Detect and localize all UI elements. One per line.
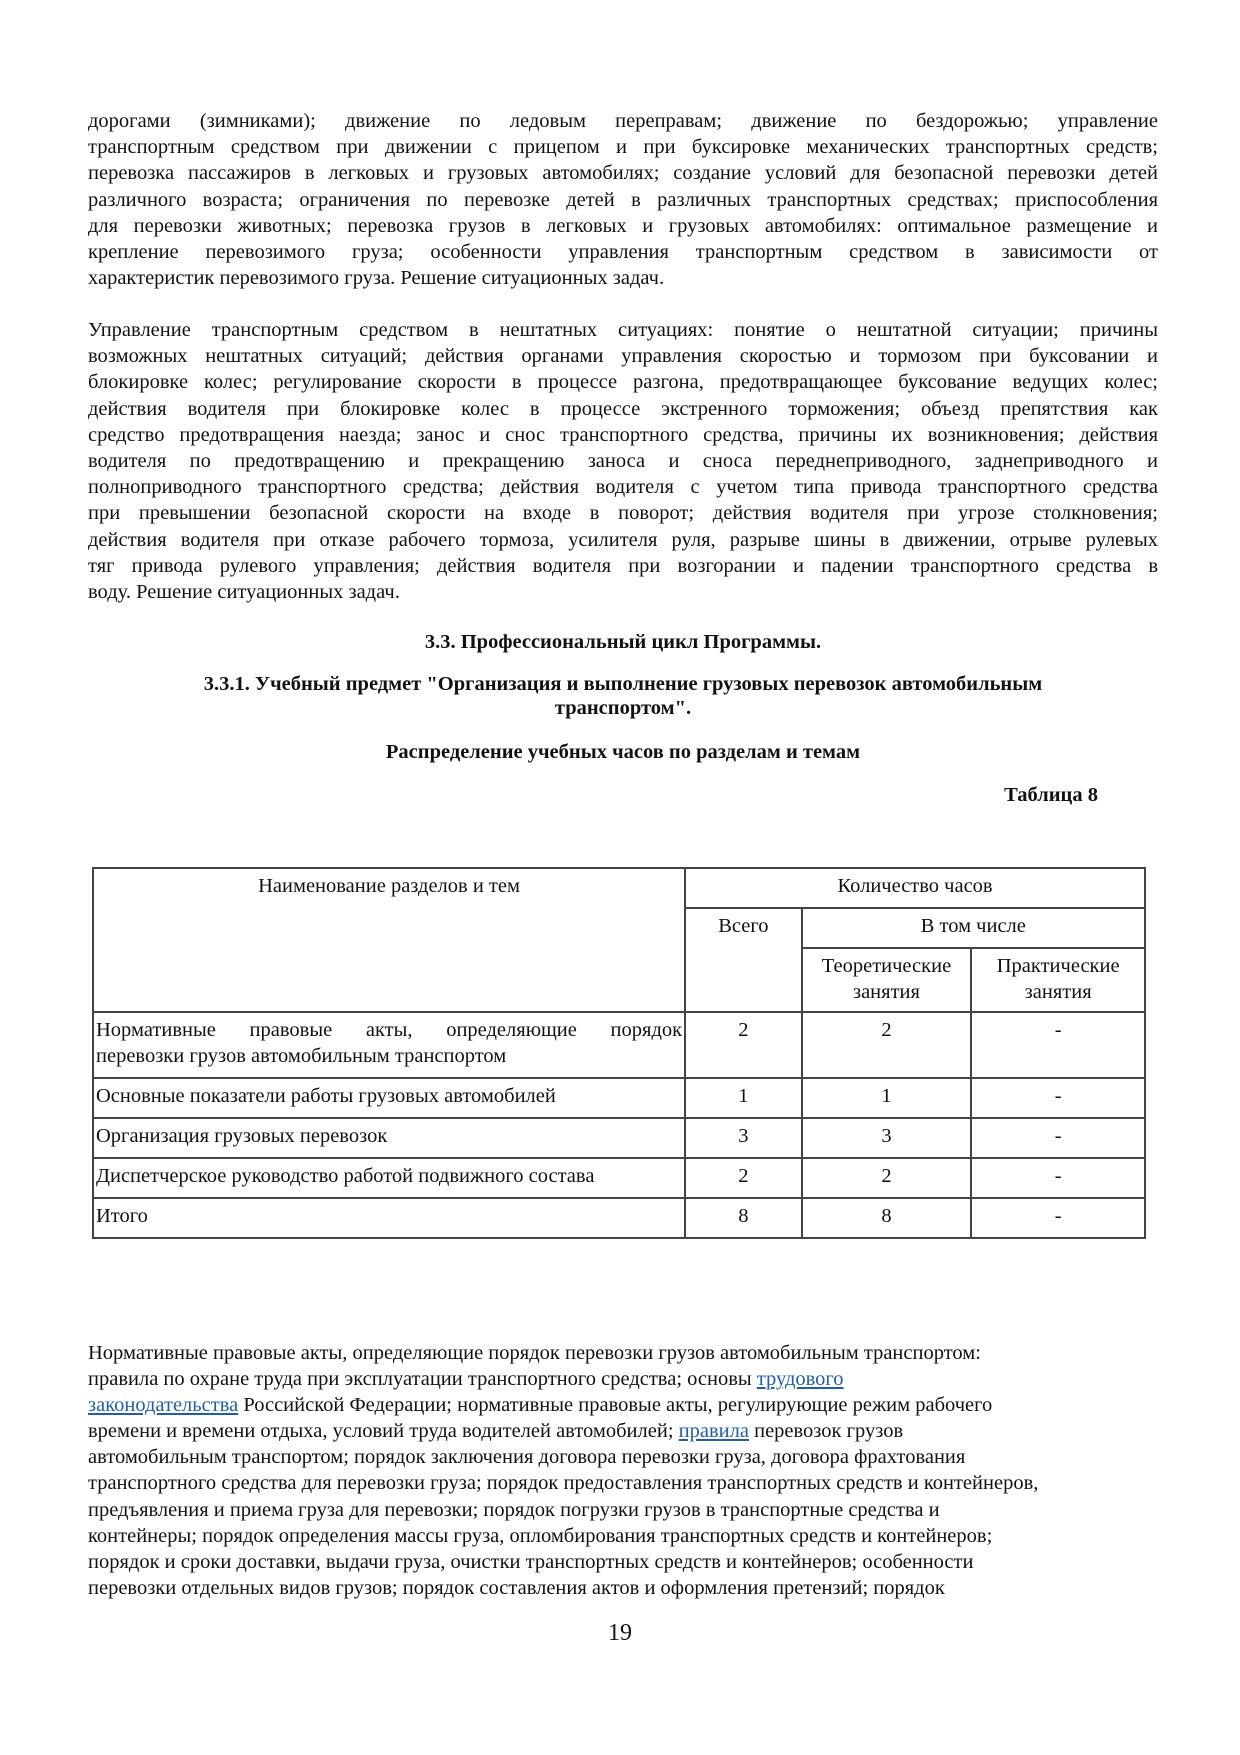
text-line: действия водителя при отказе рабочего тормоза, усилителя руля, разрыве шины в движении, отрыве рулевых (88, 528, 1158, 551)
text-line: тяг привода рулевого управления; действия водителя при возгорании и падении транспортного средства в (88, 554, 1158, 577)
row-total: 2 (685, 1012, 802, 1078)
text-line: при превышении безопасной скорости на входе в поворот; действия водителя при угрозе столкновения; (88, 502, 1158, 525)
row-total: 8 (685, 1198, 802, 1238)
row-name-line: перевозки грузов автомобильным транспортом (96, 1045, 507, 1067)
table-row (93, 1118, 1145, 1158)
subject-heading-line: транспортом". (554, 697, 692, 719)
text-line: различного возраста; ограничения по перевозке детей в различных транспортных средствах; приспособления (88, 188, 1158, 211)
row-theory: 3 (802, 1118, 972, 1158)
text-line: Нормативные правовые акты, определяющие порядок перевозки грузов автомобильным транспортом: (88, 1342, 981, 1364)
table-total-row (93, 1198, 1145, 1238)
text-line: средство предотвращения наезда; занос и снос транспортного средства, причины их возникновения; действия (88, 423, 1158, 446)
row-total: 1 (685, 1078, 802, 1118)
row-theory: 1 (802, 1078, 972, 1118)
page-number: 19 (608, 1620, 632, 1646)
row-name: Организация грузовых перевозок (93, 1118, 685, 1158)
text-span: перевозок грузов (748, 1420, 904, 1443)
table-caption: Таблица 8 (1004, 784, 1098, 806)
text-line: воду. Решение ситуационных задач. (88, 580, 400, 603)
text-line: дорогами (зимниками); движение по ледовым переправам; движение по бездорожью; управление (88, 110, 1158, 132)
text-span: Российской Федерации; нормативные правовые акты, регулирующие режим рабочего (238, 1394, 993, 1417)
header-total: Всего (685, 908, 802, 1012)
header-theory (802, 948, 972, 1012)
header-practice-line: занятия (1024, 981, 1092, 1003)
table-row (93, 1078, 1145, 1118)
subject-heading (88, 672, 1158, 720)
paragraph-regulatory-acts (88, 1340, 1168, 1601)
distribution-heading: Распределение учебных часов по разделам и темам (385, 741, 861, 763)
text-line: для перевозки животных; перевозка грузов в легковых и грузовых автомобилях: оптимальное размещение и (88, 214, 1158, 237)
header-including: В том числе (802, 908, 1145, 948)
table-header-row (93, 868, 1145, 908)
text-line: характеристик перевозимого груза. Решение ситуационных задач. (88, 267, 665, 290)
header-hours: Количество часов (685, 868, 1145, 908)
text-line: перевозка пассажиров в легковых и грузовых автомобилях; создание условий для безопасной перевозки детей (88, 162, 1158, 185)
text-span: правила по охране труда при эксплуатации транспортного средства; основы (88, 1368, 757, 1391)
text-line: предъявления и приема груза для перевозки; порядок погрузки грузов в транспортные средства и (88, 1498, 940, 1521)
text-line: блокировке колес; регулирование скорости в процессе разгона, предотвращающее буксование ведущих колес; (88, 371, 1158, 394)
row-name: Итого (93, 1198, 685, 1238)
row-theory: 2 (802, 1158, 972, 1198)
row-total: 3 (685, 1118, 802, 1158)
header-practice (971, 948, 1145, 1012)
table-row (93, 1012, 1145, 1078)
text-line: возможных нештатных ситуаций; действия органами управления скоростью и тормозом при буксовании и (88, 345, 1158, 368)
row-name (93, 1012, 685, 1078)
legislation-link[interactable]: законодательства (88, 1394, 239, 1417)
text-line: транспортным средством при движении с прицепом и при буксировке механических транспортных средств; (88, 136, 1158, 159)
text-line (88, 1392, 1168, 1418)
text-line: контейнеры; порядок определения массы груза, опломбирования транспортных средств и контейнеров; (88, 1524, 993, 1547)
subject-heading-line: 3.3.1. Учебный предмет "Организация и выполнение грузовых перевозок автомобильным (203, 673, 1043, 695)
header-name-col: Наименование разделов и тем (93, 868, 685, 1012)
row-theory: 2 (802, 1012, 972, 1078)
text-line: водителя по предотвращению и прекращению заноса и сноса переднеприводного, заднеприводного и (88, 449, 1158, 472)
text-line (88, 1366, 1168, 1392)
text-line: полноприводного транспортного средства; действия водителя с учетом типа привода транспортного средства (88, 476, 1158, 499)
row-name: Основные показатели работы грузовых автомобилей (93, 1078, 685, 1118)
row-practice: - (971, 1012, 1145, 1078)
text-span: времени и времени отдыха, условий труда водителей автомобилей; (88, 1420, 679, 1443)
header-theory-line: занятия (852, 981, 920, 1003)
section-heading: 3.3. Профессиональный цикл Программы. (424, 631, 822, 653)
text-line: перевозки отдельных видов грузов; порядок составления актов и оформления претензий; порядок (88, 1576, 945, 1599)
paragraph-driving-conditions (88, 108, 1158, 291)
text-line: Управление транспортным средством в нештатных ситуациях: понятие о нештатной ситуации; причины (88, 319, 1158, 341)
paragraph-emergency-situations (88, 317, 1158, 605)
header-theory-line: Теоретические (821, 955, 952, 977)
text-line: транспортного средства для перевозки груза; порядок предоставления транспортных средств и контейнеров, (88, 1472, 1039, 1495)
transport-rules-link[interactable]: правила (678, 1420, 749, 1443)
text-line: действия водителя при блокировке колес в процессе экстренного торможения; объезд препятствия как (88, 397, 1158, 420)
text-line: крепление перевозимого груза; особенности управления транспортным средством в зависимости от (88, 240, 1158, 263)
table-row (93, 1158, 1145, 1198)
text-line (88, 1418, 1168, 1444)
text-line: порядок и сроки доставки, выдачи груза, очистки транспортных средств и контейнеров; особенности (88, 1550, 974, 1573)
header-practice-line: Практические (996, 955, 1120, 977)
row-practice: - (971, 1078, 1145, 1118)
row-practice: - (971, 1118, 1145, 1158)
row-name-line: Нормативные правовые акты, определяющие порядок (96, 1019, 683, 1041)
row-practice: - (971, 1198, 1145, 1238)
row-name: Диспетчерское руководство работой подвижного состава (93, 1158, 685, 1198)
labor-law-link[interactable]: трудового (756, 1368, 844, 1391)
row-total: 2 (685, 1158, 802, 1198)
text-line: автомобильным транспортом; порядок заключения договора перевозки груза, договора фрахтования (88, 1446, 966, 1469)
row-practice: - (971, 1158, 1145, 1198)
hours-table (92, 867, 1146, 1239)
row-theory: 8 (802, 1198, 972, 1238)
